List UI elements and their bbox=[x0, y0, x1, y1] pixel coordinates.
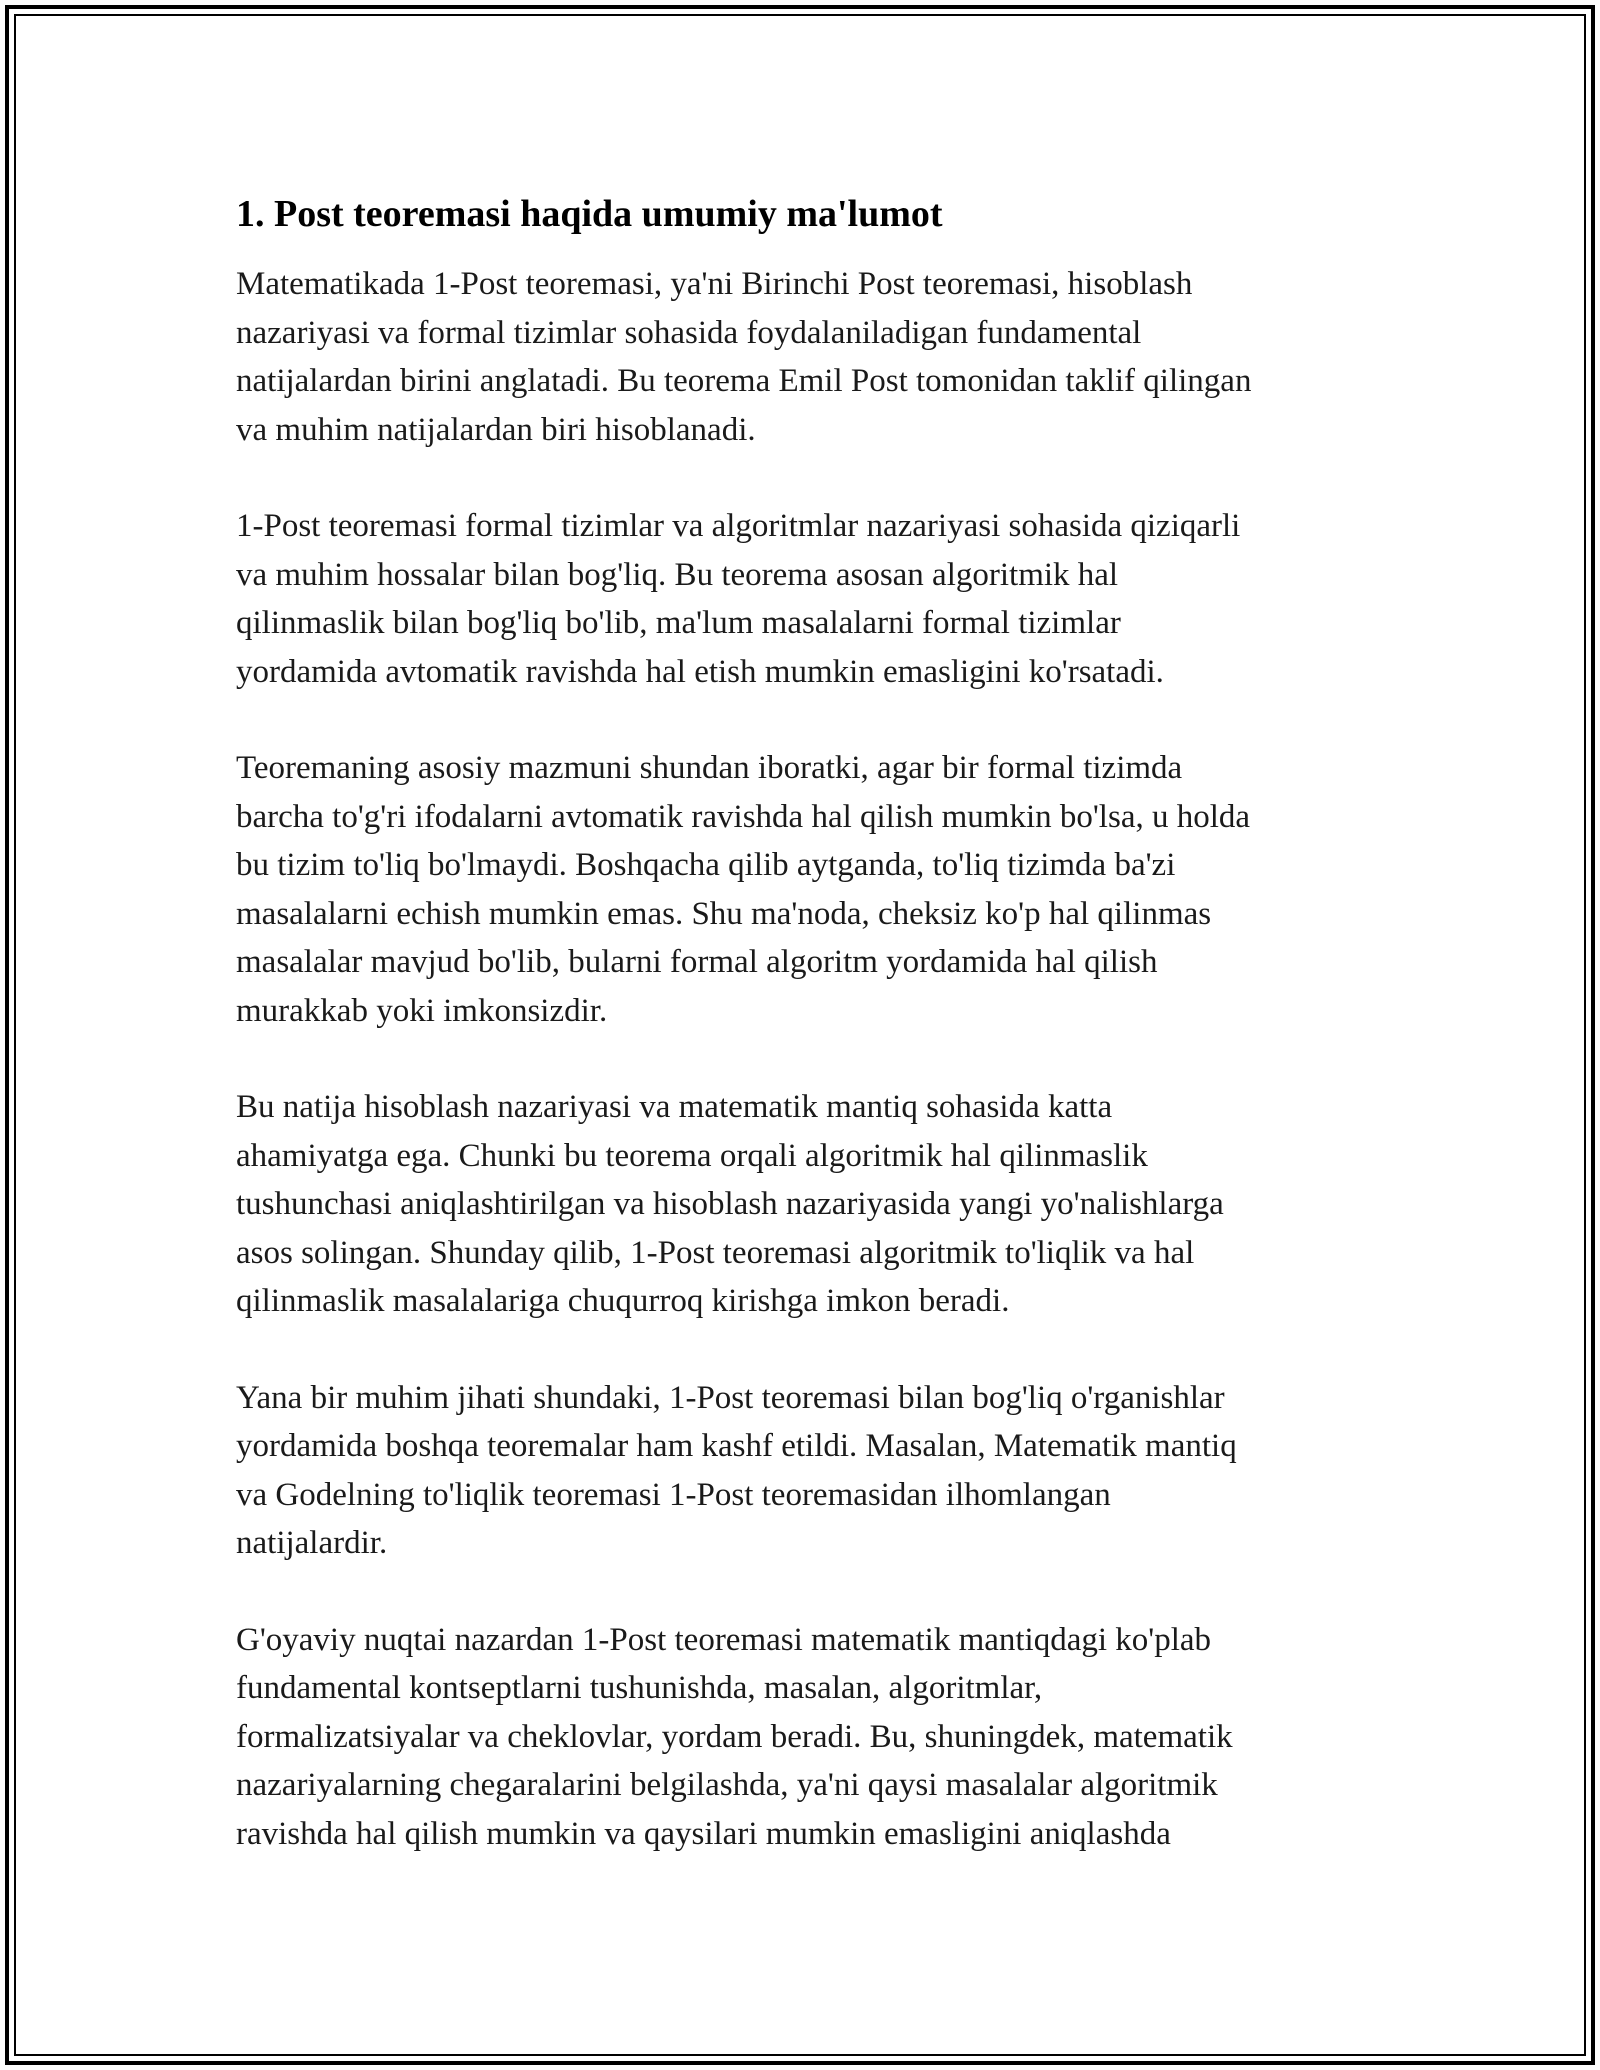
paragraph-line: Yana bir muhim jihati shundaki, 1-Post teoremasi bilan bog'liq o'rganishlar bbox=[236, 1379, 1225, 1416]
paragraph-line: ravishda hal qilish mumkin va qaysilari mumkin emasligini aniqlashda bbox=[236, 1815, 1171, 1852]
paragraph-line: Teoremaning asosiy mazmuni shundan iboratki, agar bir formal tizimda bbox=[236, 750, 1183, 786]
paragraph-line: yordamida avtomatik ravishda hal etish mumkin emasligini ko'rsatadi. bbox=[236, 653, 1164, 690]
paragraph-line: va muhim hossalar bilan bog'liq. Bu teorema asosan algoritmik hal bbox=[236, 556, 1119, 593]
paragraph bbox=[236, 1374, 1386, 1568]
paragraph-line: masalalarni echish mumkin emas. Shu ma'noda, cheksiz ko'p hal qilinmas bbox=[236, 895, 1212, 932]
paragraph-line: natijalardan birini anglatadi. Bu teorema Emil Post tomonidan taklif qilingan bbox=[236, 363, 1252, 399]
paragraph-line: 1-Post teoremasi formal tizimlar va algoritmlar nazariyasi sohasida qiziqarli bbox=[236, 508, 1241, 544]
paragraph-line: G'oyaviy nuqtai nazardan 1-Post teoremasi matematik mantiqdagi ko'plab bbox=[236, 1621, 1212, 1658]
paragraph-line: asos solingan. Shunday qilib, 1-Post teoremasi algoritmik to'liqlik va hal bbox=[236, 1234, 1195, 1271]
paragraph bbox=[236, 502, 1386, 696]
paragraph-line: yordamida boshqa teoremalar ham kashf etildi. Masalan, Matematik mantiq bbox=[236, 1428, 1237, 1464]
paragraph bbox=[236, 260, 1386, 454]
paragraph-line: nazariyasi va formal tizimlar sohasida foydalaniladigan fundamental bbox=[236, 314, 1142, 351]
paragraph-line: masalalar mavjud bo'lib, bularni formal algoritm yordamida hal qilish bbox=[236, 944, 1158, 980]
paragraph bbox=[236, 1616, 1386, 1859]
paragraph-line: murakkab yoki imkonsizdir. bbox=[236, 992, 608, 1029]
paragraph-list bbox=[236, 260, 1386, 1858]
paragraph-line: nazariyalarning chegaralarini belgilashda, ya'ni qaysi masalalar algoritmik bbox=[236, 1767, 1218, 1803]
paragraph-line: Matematikada 1-Post teoremasi, ya'ni Birinchi Post teoremasi, hisoblash bbox=[236, 266, 1193, 302]
paragraph-line: tushunchasi aniqlashtirilgan va hisoblash nazariyasida yangi yo'nalishlarga bbox=[236, 1186, 1224, 1222]
paragraph-line: va muhim natijalardan biri hisoblanadi. bbox=[236, 411, 756, 448]
paragraph-line: natijalardir. bbox=[236, 1525, 388, 1561]
paragraph bbox=[236, 1083, 1386, 1326]
paragraph-line: va Godelning to'liqlik teoremasi 1-Post teoremasidan ilhomlangan bbox=[236, 1476, 1111, 1513]
paragraph-line: ahamiyatga ega. Chunki bu teorema orqali algoritmik hal qilinmaslik bbox=[236, 1137, 1148, 1174]
paragraph-line: qilinmaslik bilan bog'liq bo'lib, ma'lum masalalarni formal tizimlar bbox=[236, 605, 1121, 641]
paragraph-line: Bu natija hisoblash nazariyasi va matematik mantiq sohasida katta bbox=[236, 1089, 1113, 1125]
paragraph-line: qilinmaslik masalalariga chuqurroq kirishga imkon beradi. bbox=[236, 1283, 1010, 1319]
paragraph-line: fundamental kontseptlarni tushunishda, masalan, algoritmlar, bbox=[236, 1670, 1043, 1706]
paragraph-line: formalizatsiyalar va cheklovlar, yordam beradi. Bu, shuningdek, matematik bbox=[236, 1718, 1233, 1755]
paragraph-line: bu tizim to'liq bo'lmaydi. Boshqacha qilib aytganda, to'liq tizimda ba'zi bbox=[236, 847, 1176, 883]
paragraph bbox=[236, 744, 1386, 1035]
section-heading: 1. Post teoremasi haqida umumiy ma'lumot bbox=[236, 193, 943, 235]
document-body bbox=[236, 190, 1386, 1906]
paragraph-line: barcha to'g'ri ifodalarni avtomatik ravishda hal qilish mumkin bo'lsa, u holda bbox=[236, 798, 1251, 835]
